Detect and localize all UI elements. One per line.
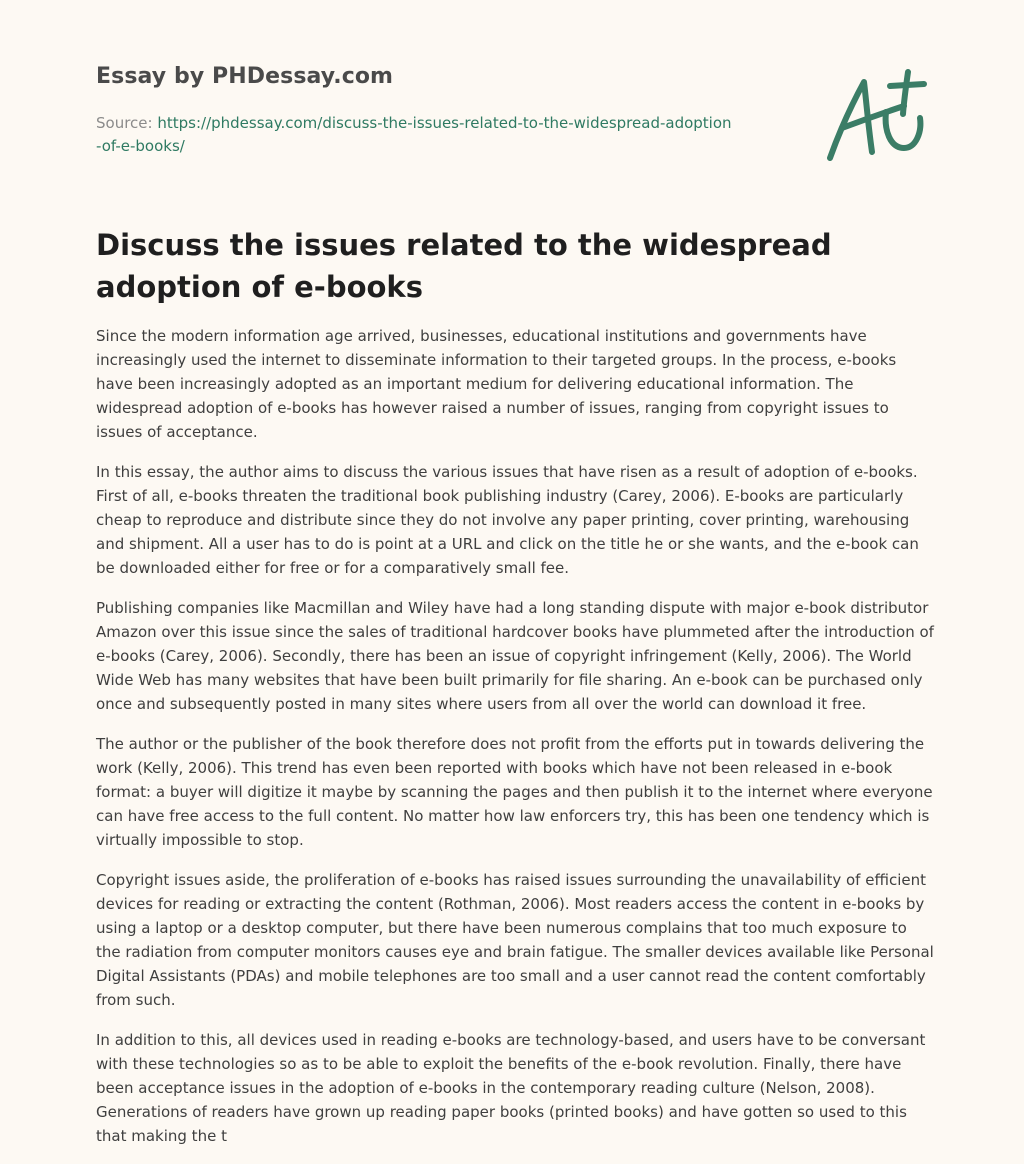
a-plus-logo-icon	[824, 68, 928, 164]
source-link[interactable]: https://phdessay.com/discuss-the-issues-related-to-the-widespread-adoption-of-e-books/	[96, 114, 732, 155]
source-line	[96, 112, 736, 158]
essay-title: Discuss the issues related to the widespread adoption of e-books	[96, 228, 832, 304]
essay-paragraph-1: Since the modern information age arrived, businesses, educational institutions and governments have increasingly used the internet to disseminate information to their targeted groups. In the process, e-books have been increasingly adopted as an important medium for delivering educational information. The widespread adoption of e-books has however raised a number of issues, ranging from copyright issues to issues of acceptance.	[96, 327, 897, 441]
essay-paragraph-6: In addition to this, all devices used in reading e-books are technology-based, and users have to be conversant with these technologies so as to be able to exploit the benefits of the e-book revolution. Finally, there have been acceptance issues in the adoption of e-books in the contemporary reading culture (Nelson, 2008). Generations of readers have grown up reading paper books (printed books) and have gotten so used to this that making the t	[96, 1031, 926, 1145]
essay-paragraph-4: The author or the publisher of the book therefore does not profit from the efforts put in towards delivering the work (Kelly, 2006). This trend has even been reported with books which have not been released in e-book format: a buyer will digitize it maybe by scanning the pages and then publish it to the internet where everyone can have free access to the full content. No matter how law enforcers try, this has been one tendency which is virtually impossible to stop.	[96, 735, 933, 849]
essay-paragraph-3: Publishing companies like Macmillan and Wiley have had a long standing dispute with major e-book distributor Amazon over this issue since the sales of traditional hardcover books have plummeted after the introduction of e-books (Carey, 2006). Secondly, there has been an issue of copyright infringement (Kelly, 2006). The World Wide Web has many websites that have been built primarily for file sharing. An e-book can be purchased only once and subsequently posted in many sites where users from all over the world can download it free.	[96, 599, 934, 713]
site-name: Essay by PHDessay.com	[96, 64, 394, 89]
source-label: Source:	[96, 114, 153, 132]
essay-paragraph-5: Copyright issues aside, the proliferation of e-books has raised issues surrounding the unavailability of efficient devices for reading or extracting the content (Rothman, 2006). Most readers access the content in e-books by using a laptop or a desktop computer, but there have been numerous complains that too much exposure to the radiation from computer monitors causes eye and brain fatigue. The smaller devices available like Personal Digital Assistants (PDAs) and mobile telephones are too small and a user cannot read the content comfortably from such.	[96, 871, 934, 1009]
essay-body	[96, 324, 936, 1164]
essay-paragraph-2: In this essay, the author aims to discuss the various issues that have risen as a result of adoption of e-books. First of all, e-books threaten the traditional book publishing industry (Carey, 2006). E-books are particularly cheap to reproduce and distribute since they do not involve any paper printing, cover printing, warehousing and shipment. All a user has to do is point at a URL and click on the title he or she wants, and the e-book can be downloaded either for free or for a comparatively small fee.	[96, 463, 919, 577]
